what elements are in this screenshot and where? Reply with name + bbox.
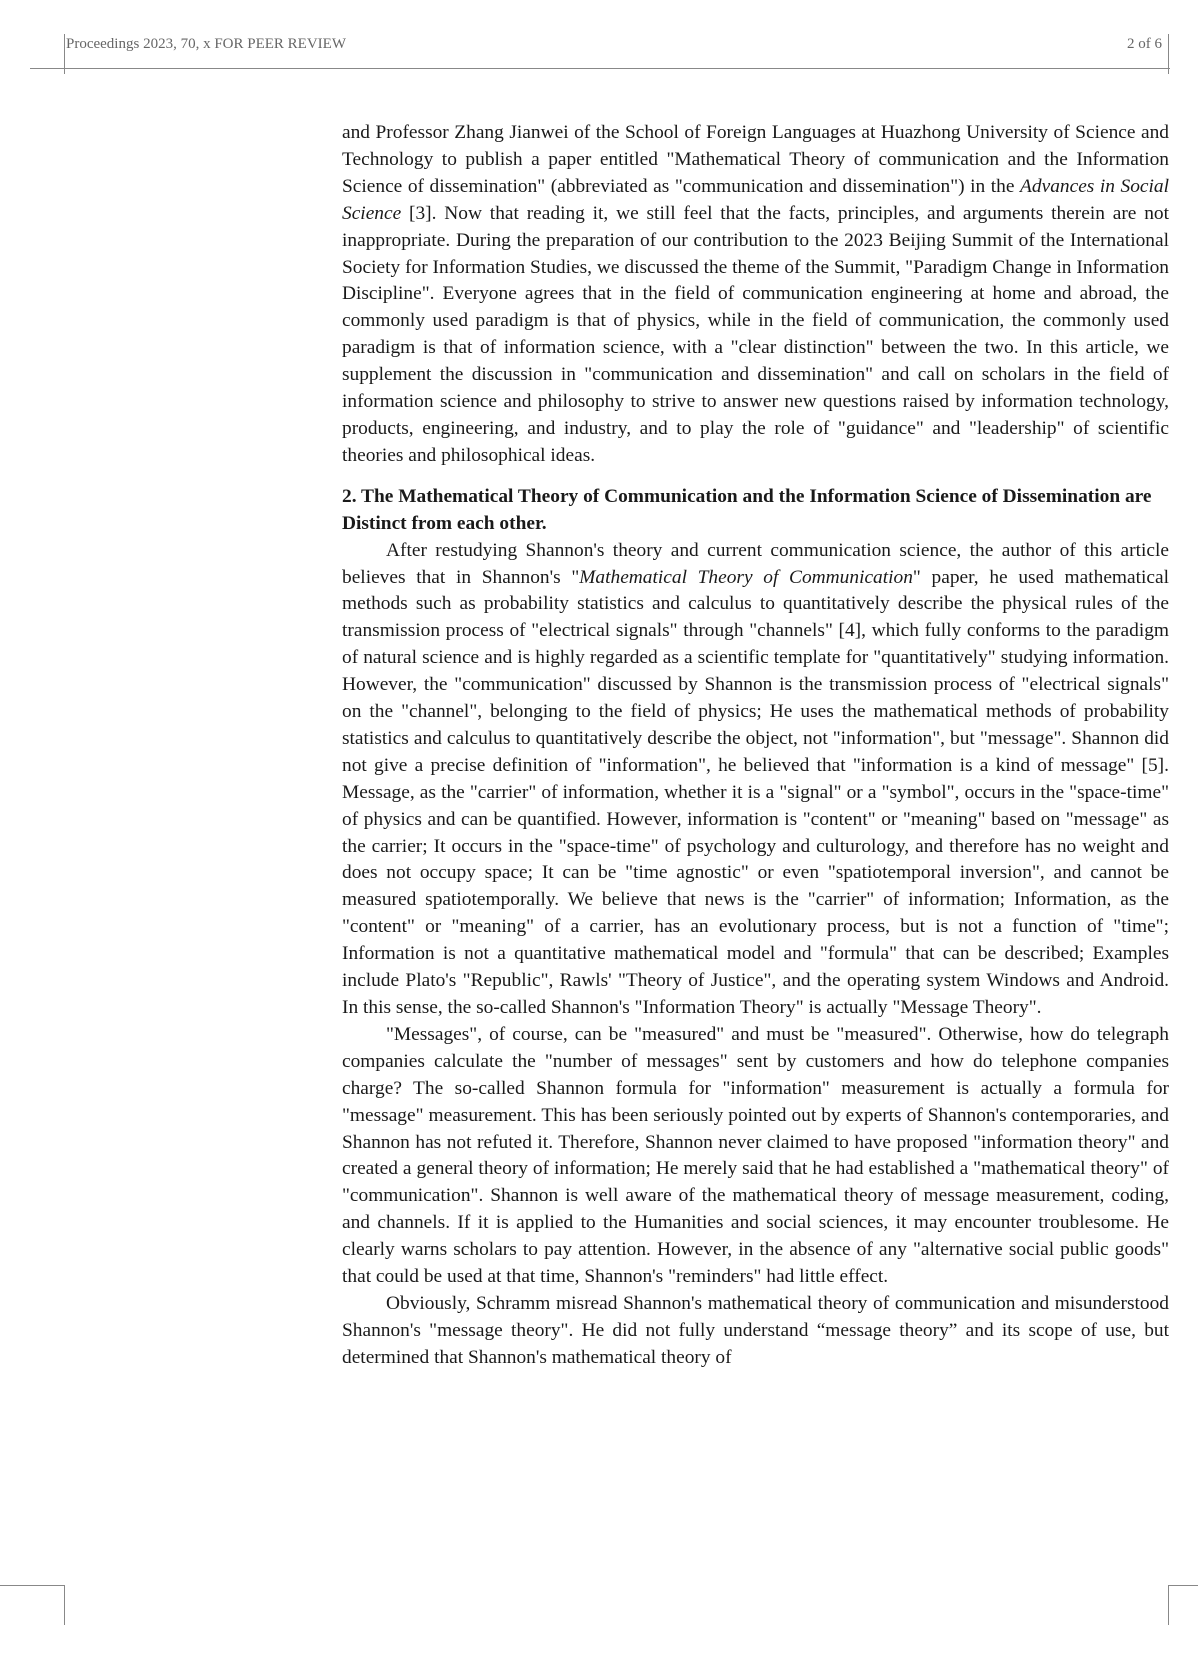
italic-title: Mathematical Theory of Communication xyxy=(579,566,913,588)
page-number: 2 of 6 xyxy=(1127,36,1162,52)
crop-mark-bottom-right-horizontal xyxy=(1168,1585,1198,1586)
italic-title: Advances in Social Science xyxy=(342,175,1169,224)
journal-citation: Proceedings 2023, 70, x FOR PEER REVIEW xyxy=(66,36,346,52)
crop-mark-bottom-left-vertical xyxy=(64,1585,65,1625)
section-heading: 2. The Mathematical Theory of Communication and the Information Science of Dissemination are Distinct from each other. xyxy=(342,485,1152,534)
paragraph-schramm: Obviously, Schramm misread Shannon's mathematical theory of communication and misunderstood Shannon's "message theory". He did not fully understand “message theory” and its scope of use, but determined that Shannon's mathematical theory of xyxy=(342,1292,1169,1368)
header-rule xyxy=(30,68,1170,69)
paragraph-messages: "Messages", of course, can be "measured" and must be "measured". Otherwise, how do telegraph companies calculate the "number of messages" sent by customers and how do telephone companies charge? The so-called Shannon formula for "information" measurement is actually a formula for "message" measurement. This has been seriously pointed out by experts of Shannon's contemporaries, and Shannon has not refuted it. Therefore, Shannon never claimed to have proposed "information theory" and created a general theory of information; He merely said that he had established a "mathematical theory" of "communication". Shannon is well aware of the mathematical theory of message measurement, coding, and channels. If it is applied to the Humanities and social sciences, it may encounter troublesome. He clearly warns scholars to pay attention. However, in the absence of any "alternative social public goods" that could be used at that time, Shannon's "reminders" had little effect. xyxy=(342,1023,1169,1288)
paragraph-intro: and Professor Zhang Jianwei of the School of Foreign Languages at Huazhong University of Science and Technology to publish a paper entitled "Mathematical Theory of communication and the Information Science of dissemination" (abbreviated as "communication and dissemination") in the Advances in Social Science [3]. Now that reading it, we still feel that the facts, principles, and arguments therein are not inappropriate. During the preparation of our contribution to the 2023 Beijing Summit of the International Society for Information Studies, we discussed the theme of the Summit, "Paradigm Change in Information Discipline". Everyone agrees that in the field of communication engineering at home and abroad, the commonly used paradigm is that of physics, while in the field of communication, the commonly used paradigm is that of information science, with a "clear distinction" between the two. In this article, we supplement the discussion in "communication and dissemination" and call on scholars in the field of information science and philosophy to strive to answer new questions raised by information technology, products, engineering, and industry, and to play the role of "guidance" and "leadership" of scientific theories and philosophical ideas. xyxy=(342,122,1169,466)
crop-mark-bottom-left-horizontal xyxy=(0,1585,64,1586)
article-body xyxy=(342,120,1169,1372)
paragraph-shannon-theory: After restudying Shannon's theory and current communication science, the author of this article believes that in Shannon's "Mathematical Theory of Communication" paper, he used mathematical methods such as probability statistics and calculus to quantitatively describe the physical rules of the transmission process of "electrical signals" through "channels" [4], which fully conforms to the paradigm of natural science and is highly regarded as a scientific template for "quantitatively" studying information. However, the "communication" discussed by Shannon is the transmission process of "electrical signals" on the "channel", belonging to the field of physics; He uses the mathematical methods of probability statistics and calculus to quantitatively describe the object, not "information", but "message". Shannon did not give a precise definition of "information", he believed that "information is a kind of message" [5]. Message, as the "carrier" of information, whether it is a "signal" or a "symbol", occurs in the "space-time" of physics and can be quantified. However, information is "content" or "meaning" based on "message" as the carrier; It occurs in the "space-time" of psychology and culturology, and therefore has no weight and does not occupy space; It can be "time agnostic" or even "spatiotemporal inversion", and cannot be measured spatiotemporally. We believe that news is the "carrier" of information; Information, as the "content" or "meaning" of a carrier, has an evolutionary process, but is not a function of "time"; Information is not a quantitative mathematical model and "formula" that can be described; Examples include Plato's "Republic", Rawls' "Theory of Justice", and the operating system Windows and Android. In this sense, the so-called Shannon's "Information Theory" is actually "Message Theory". xyxy=(342,539,1169,1018)
page-header xyxy=(64,34,1168,68)
crop-mark-bottom-right-vertical xyxy=(1168,1585,1169,1625)
